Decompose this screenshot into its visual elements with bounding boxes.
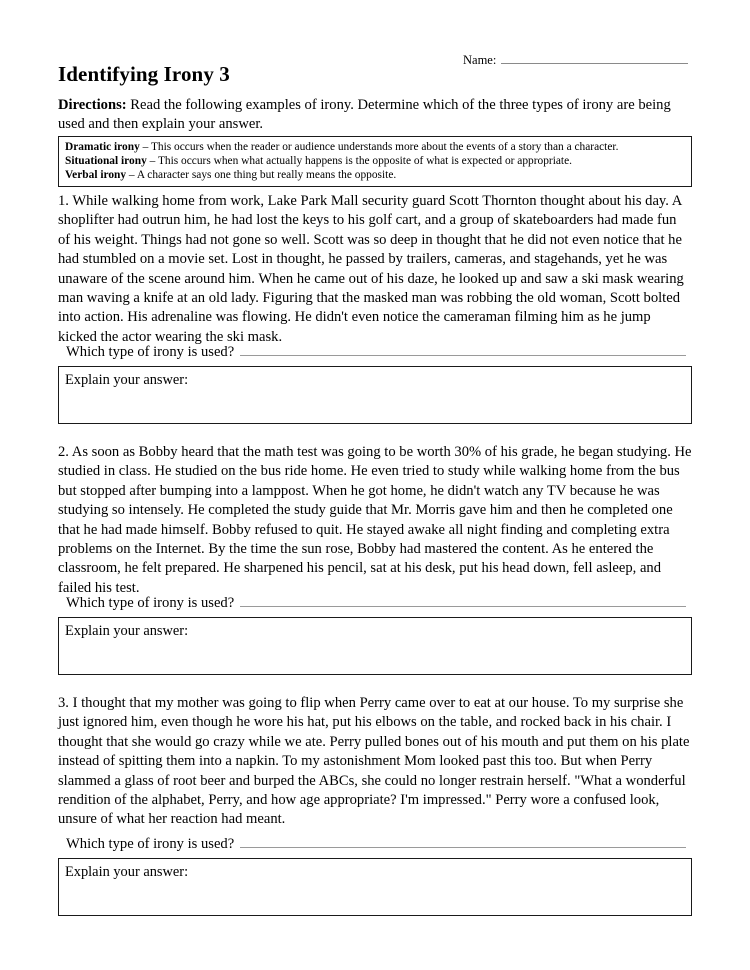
- definition-dash-verbal: –: [126, 169, 137, 182]
- question-line-3: [66, 832, 686, 853]
- definition-text-verbal: A character says one thing but really means the opposite.: [136, 169, 397, 182]
- passage-2: 2. As soon as Bobby heard that the math test was going to be worth 30% of his grade, he began studying. He studied in class. He studied on the bus ride home. He even tried to study while walking home from the bus but stopped after bumping into a lamppost. When he got home, he didn't watch any TV because he was studying so intensely. He completed the study guide that Mr. Morris gave him and then he completed one that he had made himself. Bobby refused to quit. He stayed awake all night finding and completing extra problems on the Internet. By the time the sun rose, Bobby had mastered the content. As he entered the classroom, he felt prepared. He sharpened his pencil, sat at his desk, put his head down, fell asleep, and failed his test.: [58, 444, 692, 596]
- explain-box-1[interactable]: [58, 366, 692, 424]
- name-label: Name:: [463, 53, 497, 67]
- definition-dash-dramatic: –: [139, 141, 151, 153]
- name-field-row: [463, 50, 688, 68]
- answer-input-3[interactable]: [240, 832, 686, 848]
- explain-label-1: Explain your answer:: [65, 372, 189, 388]
- definition-term-dramatic: Dramatic irony: [65, 141, 140, 153]
- explain-label-2: Explain your answer:: [65, 623, 189, 639]
- passage-1: 1. While walking home from work, Lake Park Mall security guard Scott Thornton thought about his day. A shoplifter had outrun him, he had lost the keys to his golf cart, and a group of skateboarders had made fun of his weight. Things had not gone so well. Scott was so deep in thought that he did not even notice that he had stumbled on a movie set. Lost in thought, he passed by trailers, cameras, and stagehands, yet he was unaware of the scene around him. When he came out of his daze, he looked up and saw a ski mask wearing man waving a knife at an old lady. Figuring that the masked man was robbing the old woman, Scott bolted into action. His adrenaline was flowing. He didn't even notice the cameraman filming him as he jump kicked the actor wearing the ski mask.: [58, 193, 684, 345]
- question-prompt-1: Which type of irony is used?: [66, 344, 235, 360]
- name-input-line[interactable]: [501, 50, 688, 64]
- explain-box-2[interactable]: [58, 617, 692, 675]
- irony-definitions-box: [58, 136, 692, 187]
- definition-term-situational: Situational irony: [65, 155, 147, 168]
- definition-situational: [65, 154, 686, 168]
- directions-label: Directions:: [58, 97, 127, 113]
- directions: [58, 96, 692, 133]
- definition-verbal: [65, 168, 686, 182]
- definition-text-situational: This occurs when what actually happens is the opposite of what is expected or appropriate.: [157, 155, 573, 168]
- definition-text-dramatic: This occurs when the reader or audience understands more about the events of a story than a character.: [150, 141, 619, 153]
- explain-box-3[interactable]: [58, 858, 692, 916]
- definition-term-verbal: Verbal irony: [65, 169, 127, 182]
- definition-dramatic: [65, 140, 686, 154]
- question-prompt-3: Which type of irony is used?: [66, 836, 235, 852]
- answer-input-2[interactable]: [240, 591, 686, 607]
- explain-label-3: Explain your answer:: [65, 864, 189, 880]
- answer-input-1[interactable]: [240, 340, 686, 356]
- question-prompt-2: Which type of irony is used?: [66, 595, 235, 611]
- page-title: Identifying Irony 3: [58, 62, 230, 86]
- definition-dash-situational: –: [146, 155, 158, 168]
- directions-text: Read the following examples of irony. Determine which of the three types of irony are being used and then explain your answer.: [58, 97, 671, 132]
- question-line-1: [66, 340, 686, 361]
- passage-3: 3. I thought that my mother was going to flip when Perry came over to eat at our house. To my surprise she just ignored him, even though he wore his hat, put his elbows on the table, and rocked back in his chair. I thought that she would go crazy while we ate. Perry pulled bones out of his mouth and put them on his plate instead of spitting them into a napkin. To my astonishment Mom looked past this too. But when Perry slammed a glass of root beer and burped the ABCs, she could no longer restrain herself. "What a wonderful rendition of the alphabet, Perry, and how age appropriate? I'm impressed." Perry wore a confused look, unsure of what her reaction had meant.: [58, 695, 690, 828]
- question-line-2: [66, 591, 686, 612]
